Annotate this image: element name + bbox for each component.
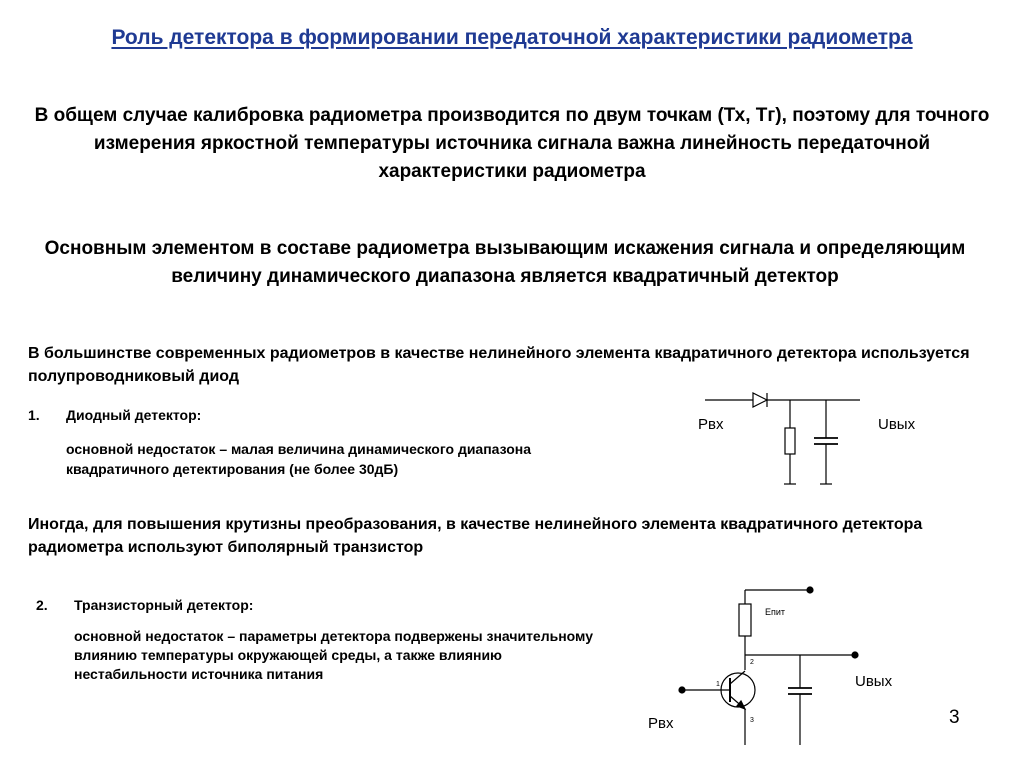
item-number: 1.: [28, 407, 40, 423]
pin3-label: 3: [750, 717, 754, 724]
transistor-output-label: Uвых: [855, 673, 893, 690]
supply-label: Епит: [765, 607, 786, 617]
diode-output-label: Uвых: [878, 416, 916, 433]
transistor-usage-paragraph: Иногда, для повышения крутизны преобразования, в качестве нелинейного элемента квадратичного детектора радиометра используют биполярный транзистор: [28, 516, 923, 556]
item-heading: Диодный детектор:: [66, 407, 202, 423]
pin2-label: 2: [750, 659, 754, 666]
output-terminal: [852, 652, 858, 658]
pin1-label: 1: [716, 681, 720, 688]
page-number: 3: [949, 707, 960, 728]
diode-icon: [753, 393, 767, 407]
detector-role-paragraph: Основным элементом в составе радиометра вызывающим искажения сигнала и определяющим величину динамического диапазона является квадратичный детектор: [44, 238, 966, 287]
diode-detector-description: основной недостаток – малая величина динамического диапазона квадратичного детектирования (не более 30дБ): [66, 441, 532, 477]
transistor-detector-description: основной недостаток – параметры детектора подвержены значительному влиянию температуры окружающей среды, а также влиянию нестабильности источника питания: [74, 628, 593, 682]
supply-terminal: [807, 587, 813, 593]
diode-input-label: Pвх: [698, 416, 724, 433]
diode-circuit-diagram: [660, 380, 950, 490]
item-heading: Транзисторный детектор:: [74, 597, 254, 613]
resistor-icon: [785, 428, 795, 454]
page-title: Роль детектора в формировании передаточной характеристики радиометра: [111, 26, 913, 49]
transistor-input-label: Pвх: [648, 715, 674, 732]
item-number: 2.: [36, 597, 48, 613]
input-terminal: [679, 687, 685, 693]
transistor-detector-item: [36, 597, 253, 613]
diode-usage-paragraph: В большинстве современных радиометров в качестве нелинейного элемента квадратичного детектора используется полупроводниковый диод: [28, 345, 970, 385]
resistor-icon: [739, 604, 751, 636]
diode-detector-item: [28, 407, 201, 423]
calibration-paragraph: В общем случае калибровка радиометра производится по двум точкам (Тх, Тг), поэтому для точного измерения яркостной температуры источника сигнала важна линейность передаточной характеристики радиометра: [34, 105, 990, 182]
transistor-circuit-diagram: [640, 580, 940, 750]
